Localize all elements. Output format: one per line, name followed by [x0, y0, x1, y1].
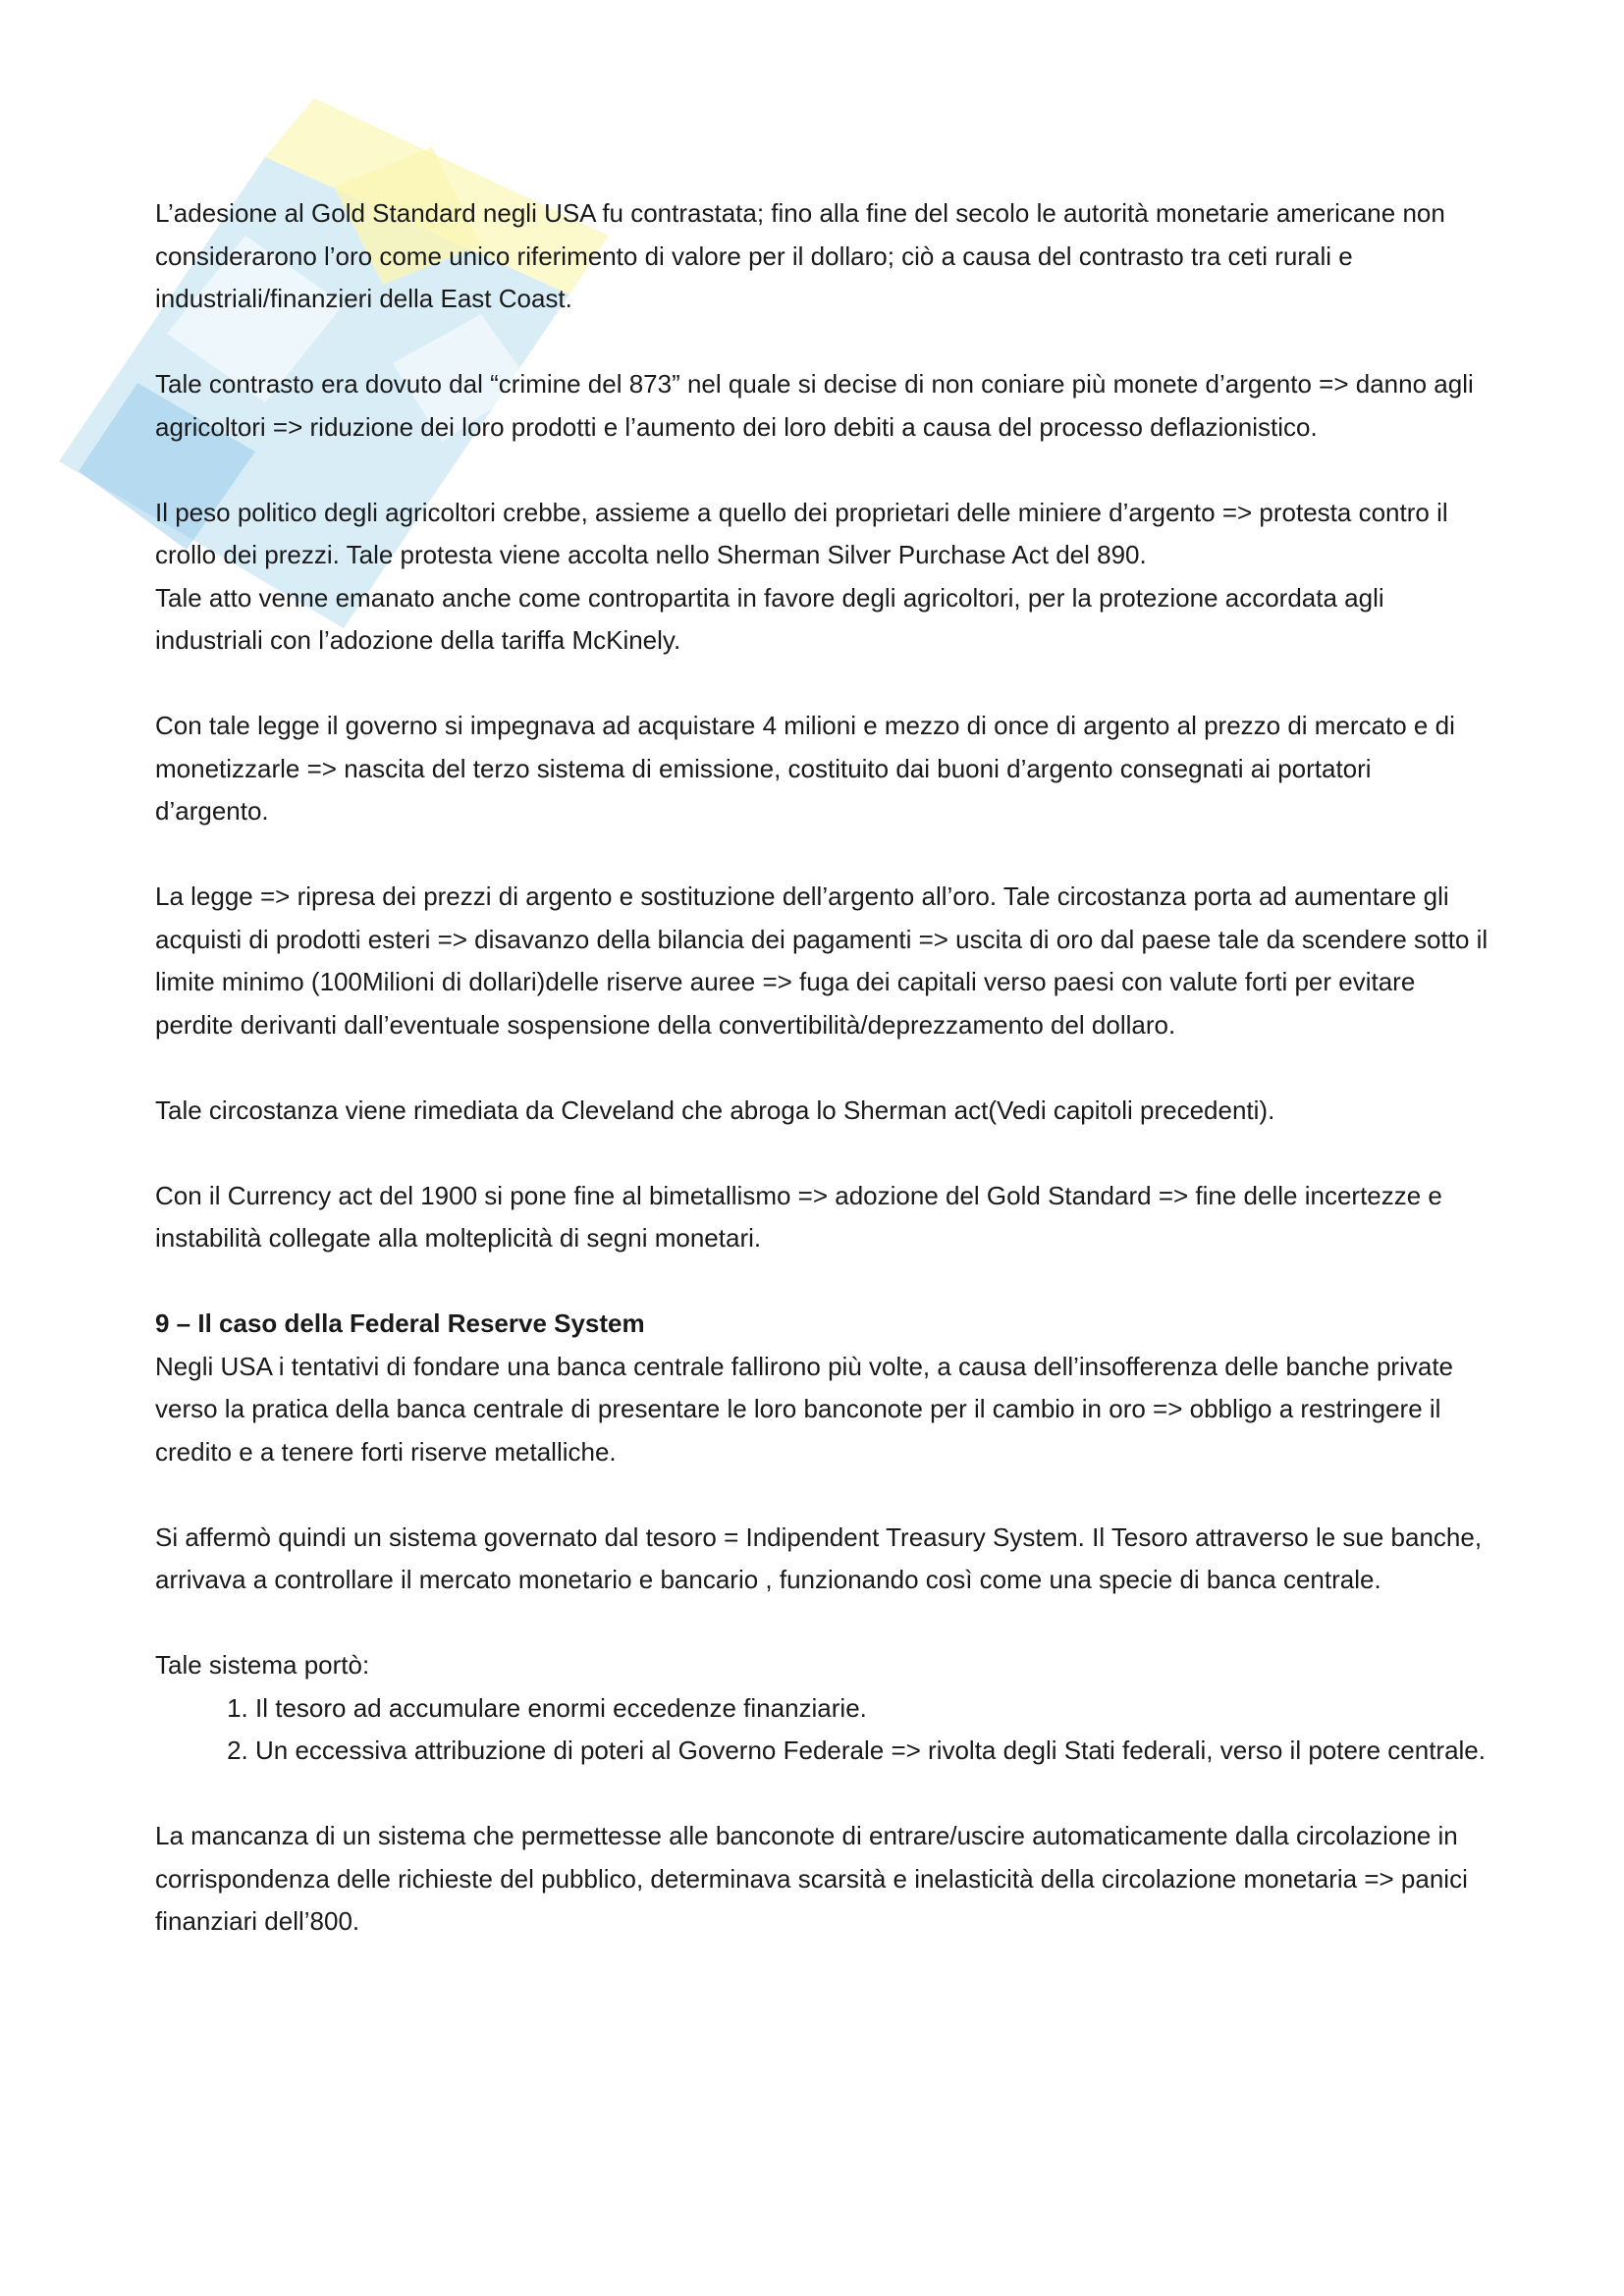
paragraph-currency-act: Con il Currency act del 1900 si pone fine al bimetallismo => adozione del Gold Standard => fine delle incertezze e instabilità collegate alla molteplicità di segni monetari.	[155, 1180, 1442, 1253]
document-body	[155, 192, 1490, 1986]
list-item: 1. Il tesoro ad accumulare enormi eccedenze finanziarie.	[255, 1687, 1490, 1731]
outcomes-list	[155, 1687, 1490, 1773]
paragraph-silver-purchase: Con tale legge il governo si impegnava ad acquistare 4 milioni e mezzo di once di argento al prezzo di mercato e di monetizzarle => nascita del terzo sistema di emissione, costituito dai buoni d’argento consegnati ai portatori d’argento.	[155, 711, 1455, 826]
paragraph-central-bank-attempts: Negli USA i tentativi di fondare una banca centrale fallirono più volte, a causa dell’insofferenza delle banche private verso la pratica della banca centrale di presentare le loro banconote per il cambio in oro => obbligo a restringere il credito e a tenere forti riserve metalliche.	[155, 1351, 1454, 1467]
paragraph-sherman-act: Il peso politico degli agricoltori crebbe, assieme a quello dei proprietari delle miniere d’argento => protesta contro il crollo dei prezzi. Tale protesta viene accolta nello Sherman Silver Purchase Act del 890.	[155, 497, 1448, 569]
paragraph-cleveland: Tale circostanza viene rimediata da Cleveland che abroga lo Sherman act(Vedi capitoli precedenti).	[155, 1095, 1275, 1125]
section-heading: 9 – Il caso della Federal Reserve System	[155, 1308, 645, 1338]
paragraph-crimine-873: Tale contrasto era dovuto dal “crimine del 873” nel quale si decise di non coniare più monete d’argento => danno agli agricoltori => riduzione dei loro prodotti e l’aumento dei loro debiti a causa del processo deflazionistico.	[155, 369, 1474, 442]
paragraph-closing: La mancanza di un sistema che permettesse alle banconote di entrare/uscire automaticamente dalla circolazione in corrispondenza delle richieste del pubblico, determinava scarsità e inelasticità della circolazione monetaria => panici finanziari dell’800.	[155, 1821, 1468, 1936]
paragraph-mckinley-tariff: Tale atto venne emanato anche come contropartita in favore degli agricoltori, per la protezione accordata agli industriali con l’adozione della tariffa McKinely.	[155, 582, 1384, 655]
paragraph-treasury-system: Si affermò quindi un sistema governato dal tesoro = Indipendent Treasury System. Il Tesoro attraverso le sue banche, arrivava a controllare il mercato monetario e bancario , funzionando così come una specie di banca centrale.	[155, 1522, 1483, 1594]
paragraph-price-recovery: La legge => ripresa dei prezzi di argento e sostituzione dell’argento all’oro. Tale circostanza porta ad aumentare gli acquisti di prodotti esteri => disavanzo della bilancia dei pagamenti => uscita di oro dal paese tale da scendere sotto il limite minimo (100Milioni di dollari)delle riserve auree => fuga dei capitali verso paesi con valute forti per evitare perdite derivanti dall’eventuale sospensione della convertibilità/deprezzamento del dollaro.	[155, 881, 1489, 1040]
section-federal-reserve	[155, 1303, 1490, 1944]
paragraph-system-outcomes-intro: Tale sistema portò:	[155, 1650, 370, 1680]
list-item: 2. Un eccessiva attribuzione di poteri al Governo Federale => rivolta degli Stati federali, verso il potere centrale.	[255, 1730, 1490, 1773]
paragraph-gold-standard-usa: L’adesione al Gold Standard negli USA fu contrastata; fino alla fine del secolo le autorità monetarie americane non considerarono l’oro come unico riferimento di valore per il dollaro; ciò a causa del contrasto tra ceti rurali e industriali/finanzieri della East Coast.	[155, 198, 1445, 313]
